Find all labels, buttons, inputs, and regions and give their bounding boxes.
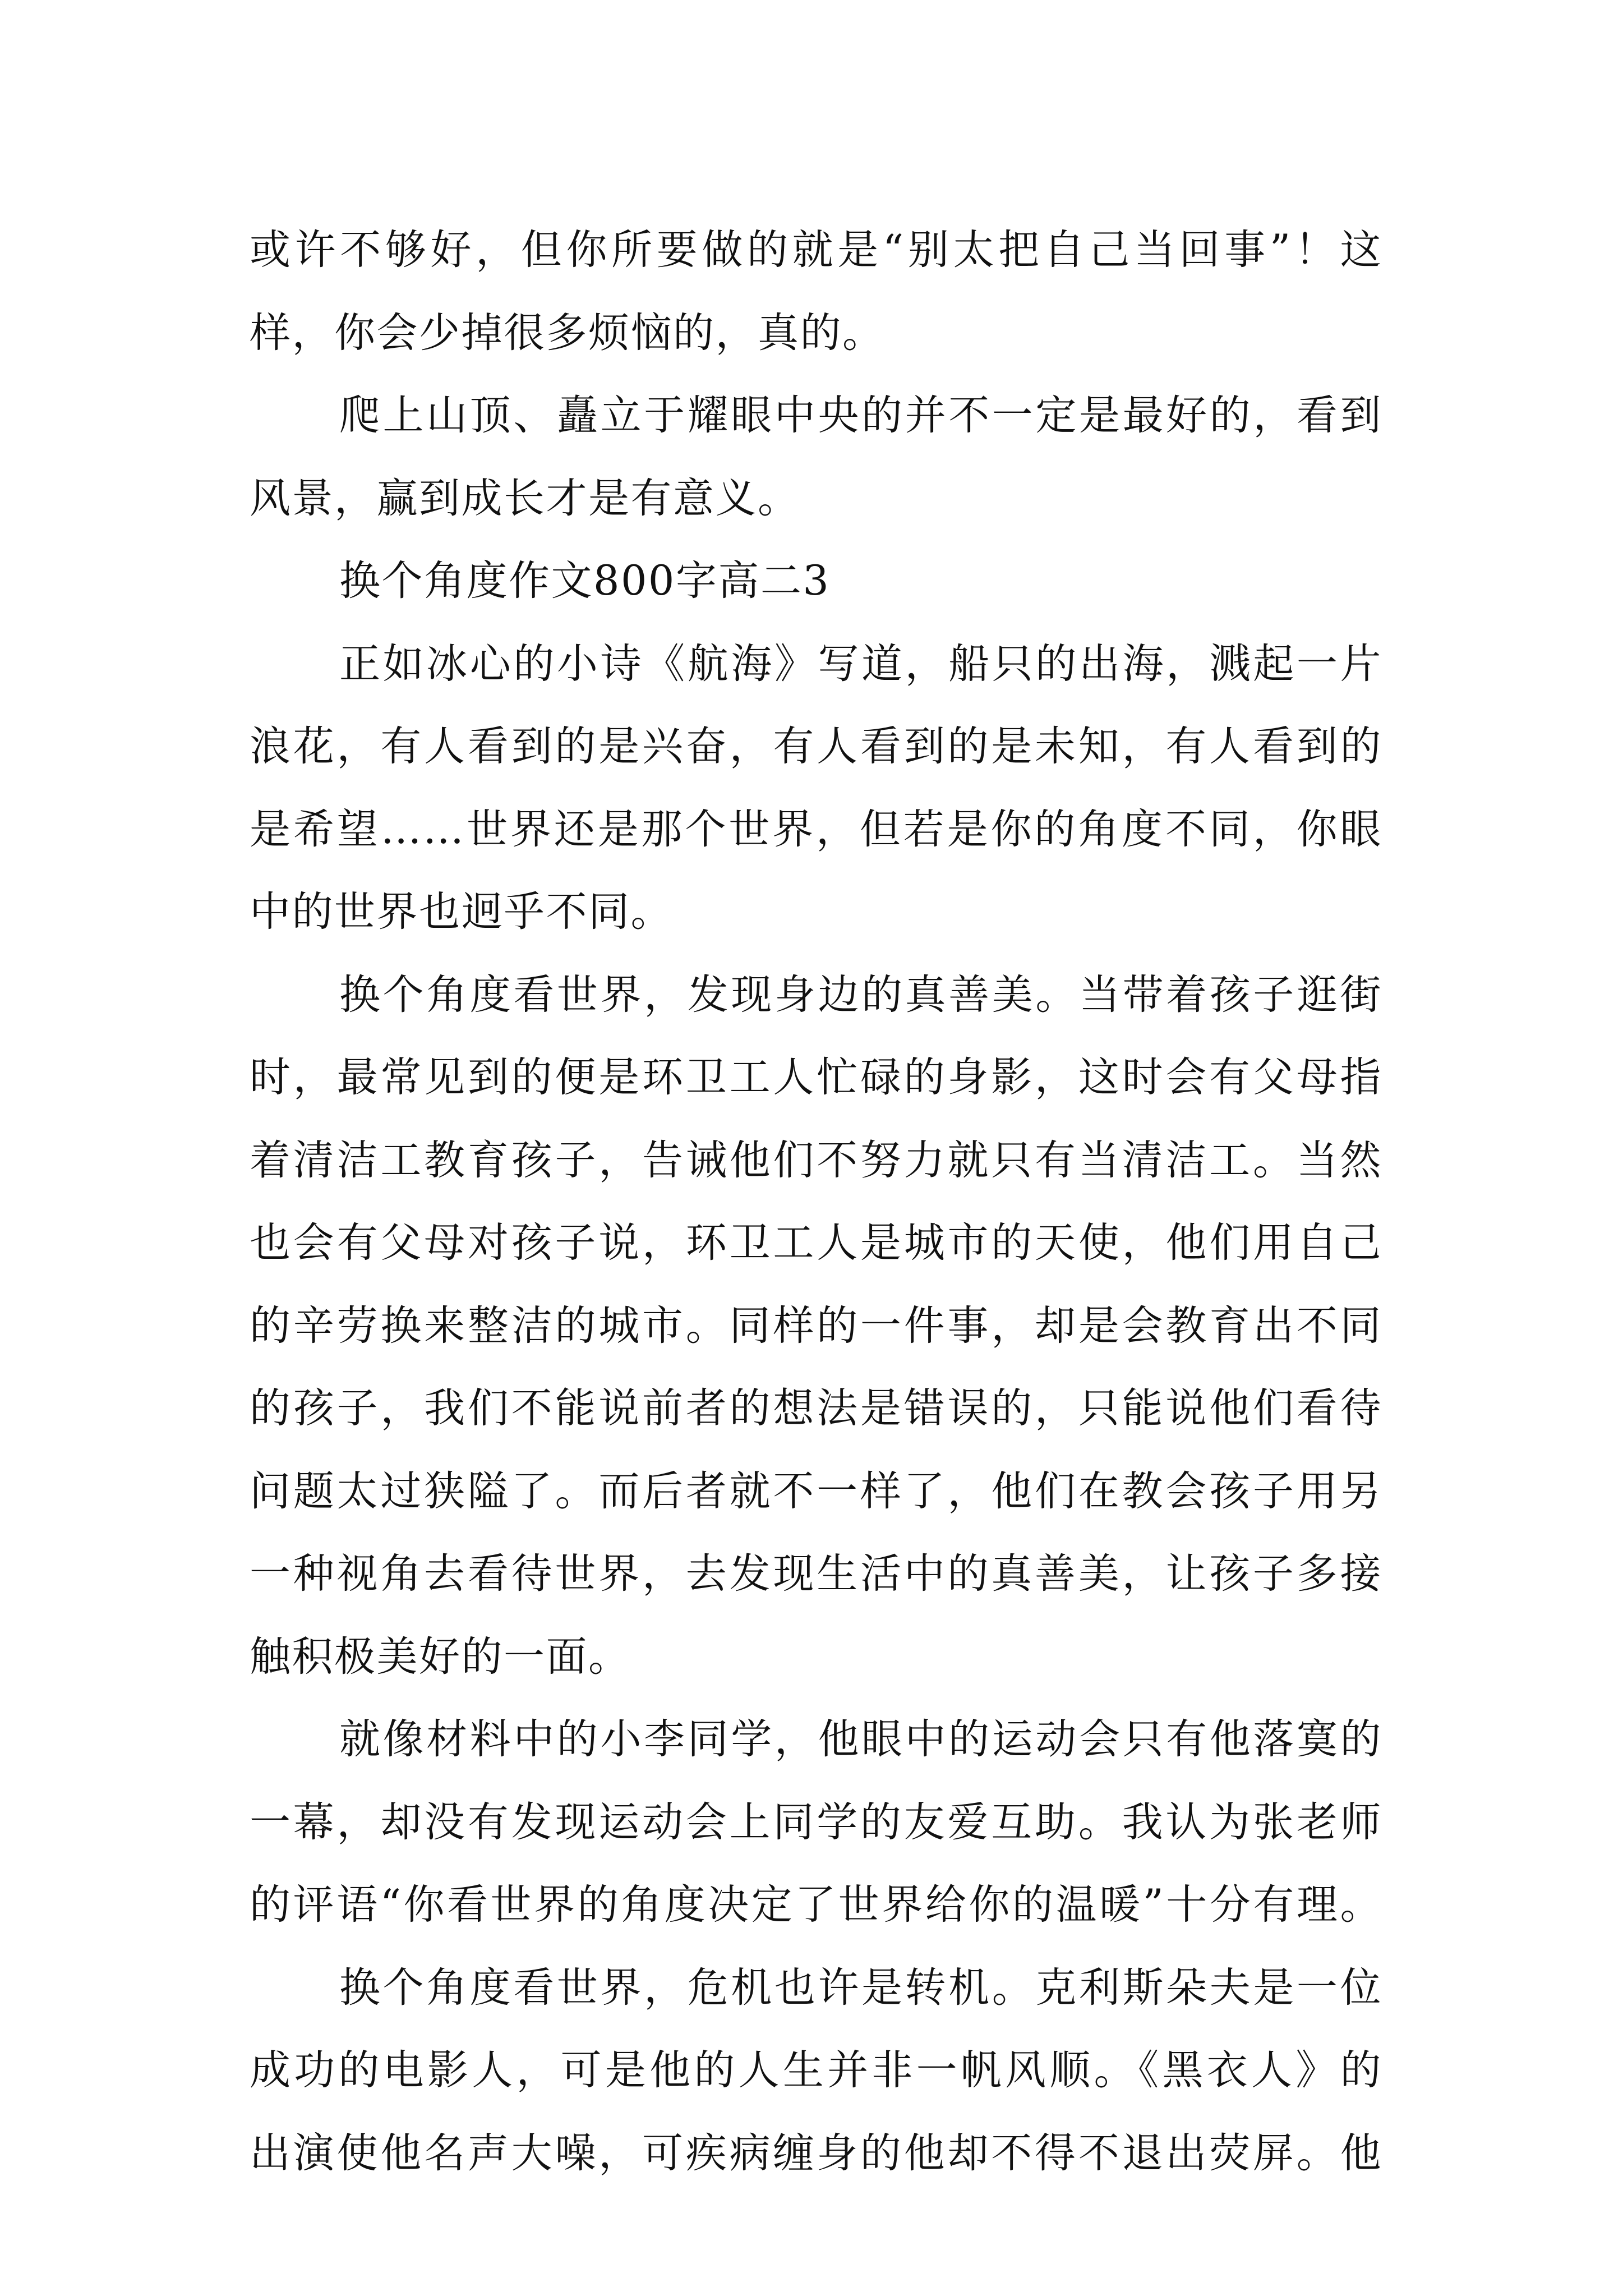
text-line: 一幕，却没有发现运动会上同学的友爱互助。我认为张老师	[250, 1798, 1382, 1846]
text-line: 也会有父母对孩子说，环卫工人是城市的天使，他们用自己	[250, 1219, 1382, 1267]
text-line: 中的世界也迥乎不同。	[250, 888, 673, 936]
text-line: 问题太过狭隘了。而后者就不一样了，他们在教会孩子用另	[250, 1467, 1382, 1515]
text-line: 的评语“你看世界的角度决定了世界给你的温暖”十分有理。	[250, 1881, 1382, 1929]
paragraph-start-line: 换个角度看世界，危机也许是转机。克利斯朵夫是一位	[339, 1963, 1382, 2012]
text-line: 样，你会少掉很多烦恼的，真的。	[250, 309, 885, 357]
text-line: 风景，赢到成长才是有意义。	[250, 474, 800, 522]
body-text	[250, 209, 1382, 2194]
text-line: 成功的电影人，可是他的人生并非一帆风顺。《黑衣人》的	[250, 2046, 1382, 2094]
paragraph-start-line: 换个角度看世界，发现身边的真善美。当带着孩子逛街	[339, 970, 1382, 1019]
text-line: 的孩子，我们不能说前者的想法是错误的，只能说他们看待	[250, 1384, 1382, 1432]
text-line: 触积极美好的一面。	[250, 1632, 631, 1681]
text-line: 或许不够好，但你所要做的就是“别太把自己当回事”！这	[250, 226, 1382, 274]
text-line: 一种视角去看待世界，去发现生活中的真善美，让孩子多接	[250, 1550, 1382, 1598]
paragraph-start-line: 爬上山顶、矗立于耀眼中央的并不一定是最好的，看到	[339, 392, 1382, 439]
paragraph-start-line: 就像材料中的小李同学，他眼中的运动会只有他落寞的	[339, 1715, 1382, 1763]
text-line: 出演使他名声大噪，可疾病缠身的他却不得不退出荧屏。他	[250, 2129, 1382, 2177]
text-line: 时，最常见到的便是环卫工人忙碌的身影，这时会有父母指	[250, 1053, 1382, 1101]
paragraph-start-line: 正如冰心的小诗《航海》写道，船只的出海，溅起一片	[339, 639, 1382, 688]
section-heading: 换个角度作文800字高二3	[339, 557, 831, 605]
text-line: 的辛劳换来整洁的城市。同样的一件事，却是会教育出不同	[250, 1301, 1382, 1350]
text-line: 浪花，有人看到的是兴奋，有人看到的是未知，有人看到的	[250, 723, 1382, 770]
text-line: 着清洁工教育孩子，告诫他们不努力就只有当清洁工。当然	[250, 1136, 1382, 1184]
text-line: 是希望……世界还是那个世界，但若是你的角度不同，你眼	[250, 805, 1382, 853]
